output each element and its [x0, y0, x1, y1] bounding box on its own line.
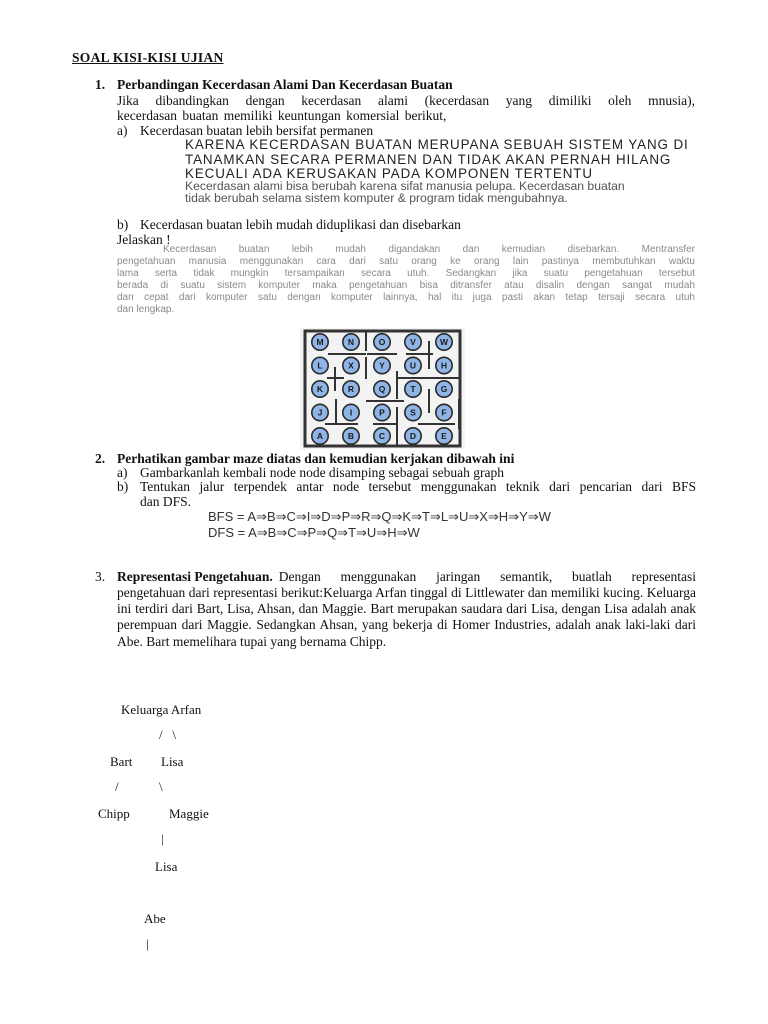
q2-b-text-line2: dan DFS.: [140, 494, 192, 509]
tree-bar1: |: [161, 831, 164, 846]
q2-a-text: Gambarkanlah kembali node node disamping sebagai sebuah graph: [140, 465, 505, 480]
q3-heading: Representasi Pengetahuan.: [117, 569, 273, 584]
maze-node-label: V: [410, 337, 416, 348]
tree-left: Bart: [110, 754, 133, 769]
maze-node-label: U: [409, 360, 417, 371]
maze-node-label: F: [441, 407, 447, 418]
tree-leaf-right: Maggie: [169, 806, 209, 821]
q3-text-line1: Dengan menggunakan jaringan semantik, buatlah representasi: [278, 569, 696, 584]
q1-number: 1.: [95, 77, 106, 92]
maze-node-label: E: [441, 431, 447, 442]
dfs-answer: DFS = A⇒B⇒C⇒P⇒Q⇒T⇒U⇒H⇒W: [208, 525, 420, 540]
tree-bar2: |: [146, 936, 149, 951]
q2-number: 2.: [95, 451, 106, 466]
q1-a-answer-line1: KARENA KECERDASAN BUATAN MERUPANA SEBUAH SISTEM YANG DI: [185, 137, 689, 152]
maze-node-label: W: [439, 337, 449, 348]
q3-first-line: [117, 569, 696, 585]
q3-paragraph: pengetahuan dari representasi berikut:Keluarga Arfan tinggal di Littlewater dan memiliki kucing. Keluarga ini terdiri dari Bart, Lisa, Ahsan, dan Maggie. Bart merupakan saudara dari Lisa, dengan Lisa adalah anak perempuan dari Maggie. Sedangkan Ahsan, yang bekerja di Homer Industries, adalah anak laki-laki dari Abe. Bart memelihara tupai yang bernama Chipp.: [117, 585, 696, 649]
q1-b-answer-line: lama serta tidak mungkin tersampaikan secara utuh. Sedangkan jika suatu pengetahuan tersebut: [117, 268, 695, 279]
q1-b-answer-line: dan cepat dari komputer satu dengan komputer lainnya, hal itu juga pasti akan tetap tersaji secara utuh: [117, 292, 695, 303]
q1-b-answer-line: dan lengkap.: [117, 304, 175, 315]
page-title: SOAL KISI-KISI UJIAN: [72, 50, 224, 65]
q1-heading: Perbandingan Kecerdasan Alami Dan Kecerdasan Buatan: [117, 77, 453, 92]
maze-node-label: X: [348, 360, 354, 371]
q1-a-answer-line3: KECUALI ADA KERUSAKAN PADA KOMPONEN TERTENTU: [185, 166, 593, 181]
maze-node-label: S: [410, 407, 416, 418]
maze-node-label: T: [410, 384, 416, 395]
q1-a-label: Kecerdasan buatan lebih bersifat permanen: [140, 123, 374, 138]
tree-branch1: / \: [159, 727, 176, 742]
tree-root: Keluarga Arfan: [121, 702, 202, 717]
maze-node-label: Y: [379, 360, 385, 371]
q1-a-marker: a): [117, 123, 128, 138]
tree-branch2-right: \: [159, 779, 163, 794]
maze-node-label: K: [316, 384, 324, 395]
tree-leaf-lisa: Lisa: [155, 859, 178, 874]
q2-b-marker: b): [117, 479, 129, 494]
q2-heading: Perhatikan gambar maze diatas dan kemudian kerjakan dibawah ini: [117, 451, 515, 466]
q2-a-marker: a): [117, 465, 128, 480]
maze-figure: [300, 328, 465, 449]
maze-node-label: L: [317, 360, 323, 371]
tree-abe: Abe: [144, 911, 166, 926]
maze-node-label: D: [409, 431, 417, 442]
maze-node-label: R: [347, 384, 355, 395]
q2-b-text-line1: Tentukan jalur terpendek antar node tersebut menggunakan teknik dari pencarian dari BFS: [140, 479, 696, 494]
maze-node-label: N: [347, 337, 355, 348]
q1-b-answer-line: berada di suatu sistem komputer maka pengetahuan bisa ditransfer atau disalin dengan sangat mudah: [117, 280, 695, 291]
maze-node-label: O: [378, 337, 386, 348]
q3-number: 3.: [95, 569, 106, 584]
maze-node-label: A: [316, 431, 324, 442]
q1-a-explain-line2: tidak berubah selama sistem komputer & program tidak mengubahnya.: [185, 191, 568, 205]
maze-node-label: P: [379, 407, 385, 418]
maze-node-label: H: [440, 360, 448, 371]
q1-intro-line1: Jika dibandingkan dengan kecerdasan alami (kecerdasan yang dimiliki oleh mnusia),: [117, 93, 695, 108]
maze-node-label: B: [347, 431, 355, 442]
q1-a-answer-line2: TANAMKAN SECARA PERMANEN DAN TIDAK AKAN PERNAH HILANG: [185, 152, 672, 167]
maze-node-label: G: [440, 384, 448, 395]
maze-node-label: J: [317, 407, 323, 418]
q1-b-prompt: Jelaskan !: [117, 232, 171, 247]
q1-intro-line2: kecerdasan buatan memiliki keuntungan komersial berikut,: [117, 108, 447, 123]
q1-b-label: Kecerdasan buatan lebih mudah diduplikasi dan disebarkan: [140, 217, 461, 232]
bfs-answer: BFS = A⇒B⇒C⇒I⇒D⇒P⇒R⇒Q⇒K⇒T⇒L⇒U⇒X⇒H⇒Y⇒W: [208, 509, 551, 524]
maze-node-label: Q: [378, 384, 386, 395]
q1-b-answer-line: pengetahuan manusia menggunakan cara dari satu orang ke orang lain pastinya membutuhkan waktu: [117, 256, 695, 267]
maze-node-label: C: [378, 431, 386, 442]
q1-b-answer-line: Kecerdasan buatan lebih mudah digandakan dan kemudian disebarkan. Mentransfer: [163, 244, 695, 255]
maze-node-label: I: [349, 407, 353, 418]
tree-right: Lisa: [161, 754, 184, 769]
maze-node-label: M: [316, 337, 324, 348]
tree-branch2-left: /: [115, 779, 119, 794]
tree-leaf-left: Chipp: [98, 806, 130, 821]
q1-a-explain-line1: Kecerdasan alami bisa berubah karena sifat manusia pelupa. Kecerdasan buatan: [185, 179, 625, 193]
q1-b-marker: b): [117, 217, 129, 232]
